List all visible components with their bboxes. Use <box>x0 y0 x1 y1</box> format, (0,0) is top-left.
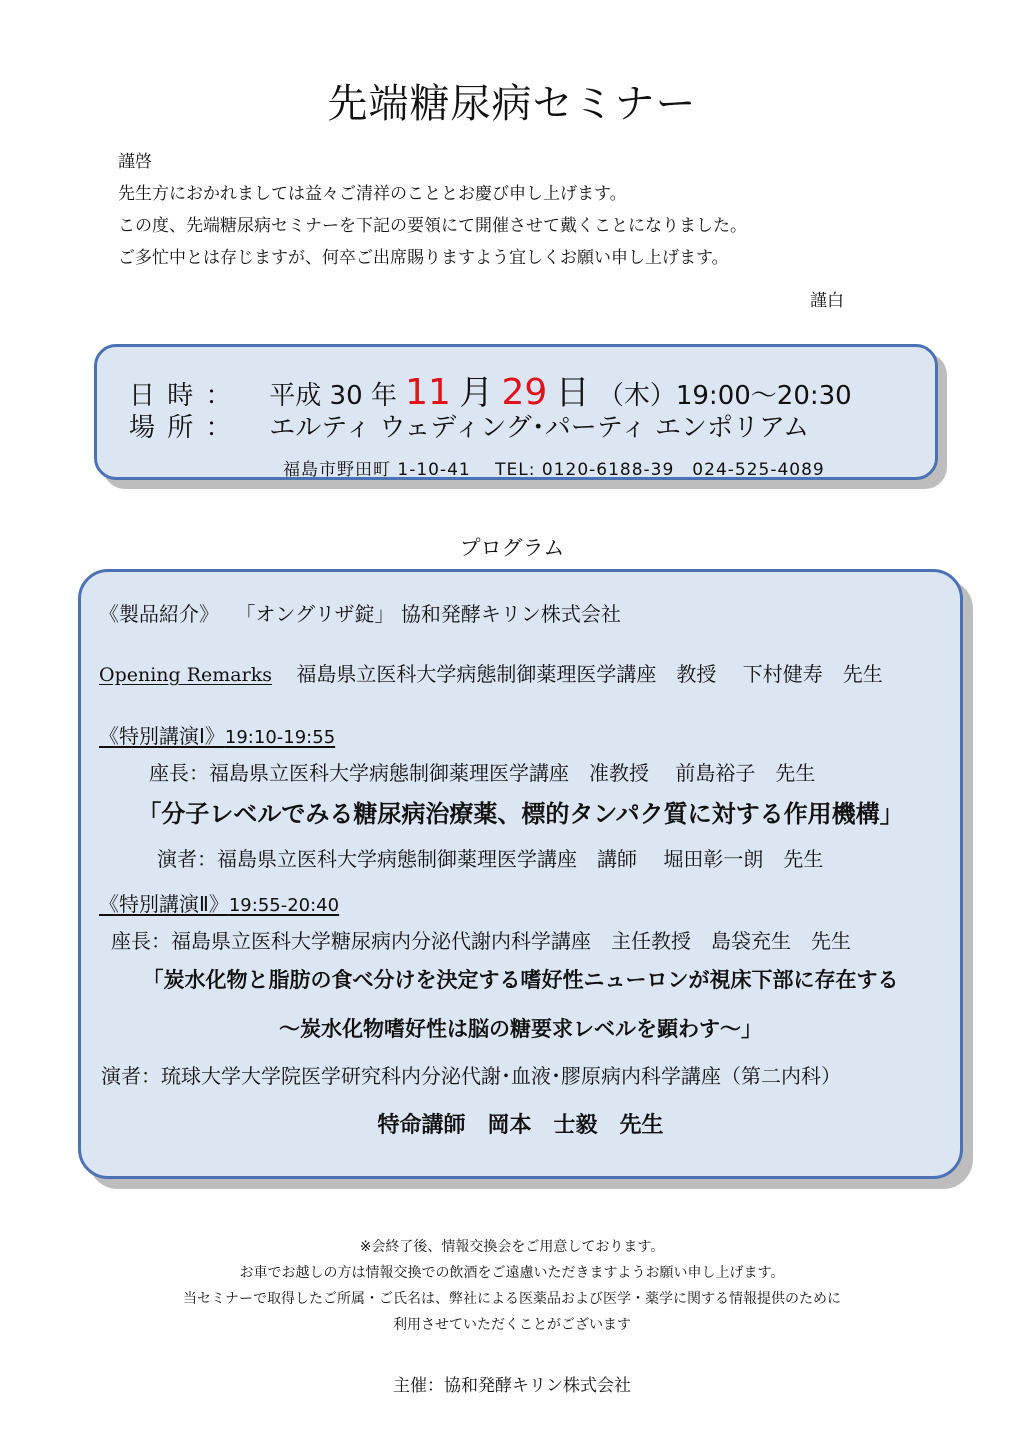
lecture2-speaker-name: 特命講師 岡本 士毅 先生 <box>377 1113 664 1138</box>
date-weekday-time: （木）19:00～20:30 <box>597 381 852 411</box>
opening-remarks-text: 福島県立医科大学病態制御薬理医学講座 教授 下村健寿 先生 <box>296 662 883 686</box>
product-label: 《製品紹介》 <box>99 602 219 626</box>
note-line-2: お車でお越しの方は情報交換での飲酒をご遠慮いただきますようお願い申し上げます。 <box>239 1265 785 1281</box>
lecture1-time: 19:10-19:55 <box>224 727 336 748</box>
lecture2-speaker: 演者：琉球大学大学院医学研究科内分泌代謝･血液･膠原病内科学講座（第二内科） <box>101 1064 841 1088</box>
lecture2-heading <box>99 888 339 917</box>
place-label: 場 所 ： <box>129 413 234 443</box>
lecture2-time: 19:55-20:40 <box>228 895 340 916</box>
program-heading: プログラム <box>459 536 565 560</box>
note-line-3: 当セミナーで取得したご所属・ご氏名は、弊社による医薬品および医学・薬学に関する情報提供のために <box>183 1291 841 1307</box>
page-title: 先端糖尿病セミナー <box>327 81 697 127</box>
greeting-line-1: 先生方におかれましては益々ご清祥のこととお慶び申し上げます。 <box>118 184 627 204</box>
greeting-line-2: この度、先端糖尿病セミナーを下記の要領にて開催させて戴くことになりました。 <box>118 216 747 236</box>
note-line-4: 利用させていただくことがございます <box>393 1317 631 1333</box>
lecture1-label: 《特別講演Ⅰ》 <box>99 724 225 748</box>
lecture2-title-line-1: 「炭水化物と脂肪の食べ分けを決定する嗜好性ニューロンが視床下部に存在する <box>142 968 899 992</box>
date-prefix: 平成 30 年 <box>269 381 397 411</box>
sponsor-text: 主催：協和発酵キリン株式会社 <box>393 1376 631 1396</box>
opening-row <box>99 658 883 687</box>
date-month: 11 <box>405 372 451 413</box>
greeting-closing: 謹白 <box>810 291 844 311</box>
product-text: 「オングリザ錠」 協和発酵キリン株式会社 <box>235 602 621 626</box>
lecture1-heading <box>99 720 335 749</box>
place-row <box>129 407 809 444</box>
date-month-unit: 月 <box>459 373 494 413</box>
program-box <box>78 569 963 1179</box>
lecture2-label: 《特別講演Ⅱ》 <box>99 892 229 916</box>
date-label: 日 時 ： <box>129 381 234 411</box>
lecture1-chair: 座長：福島県立医科大学病態制御薬理医学講座 准教授 前島裕子 先生 <box>149 761 816 785</box>
opening-remarks-label: Opening Remarks <box>99 664 272 686</box>
product-row <box>99 598 621 627</box>
event-info-box <box>94 344 938 480</box>
date-day-unit: 日 <box>555 373 590 413</box>
lecture1-speaker: 演者：福島県立医科大学病態制御薬理医学講座 講師 堀田彰一朗 先生 <box>157 847 824 871</box>
lecture2-chair: 座長：福島県立医科大学糖尿病内分泌代謝内科学講座 主任教授 島袋充生 先生 <box>111 929 851 953</box>
greeting-opening: 謹啓 <box>118 152 152 172</box>
place-name: エルティ ウェディング･パーティ エンポリアム <box>269 413 810 443</box>
lecture2-title-line-2: ～炭水化物嗜好性は脳の糖要求レベルを顕わす～」 <box>279 1017 762 1041</box>
note-line-1: ※会終了後、情報交換会をご用意しております。 <box>359 1239 665 1255</box>
venue-address: 福島市野田町 1-10-41 TEL: 0120-6188-39 024-525-4089 <box>283 460 825 480</box>
greeting-line-3: ご多忙中とは存じますが、何卒ご出席賜りますよう宜しくお願い申し上げます。 <box>118 248 729 268</box>
lecture1-title: 「分子レベルでみる糖尿病治療薬、標的タンパク質に対する作用機構」 <box>137 800 904 828</box>
date-day: 29 <box>501 372 548 413</box>
